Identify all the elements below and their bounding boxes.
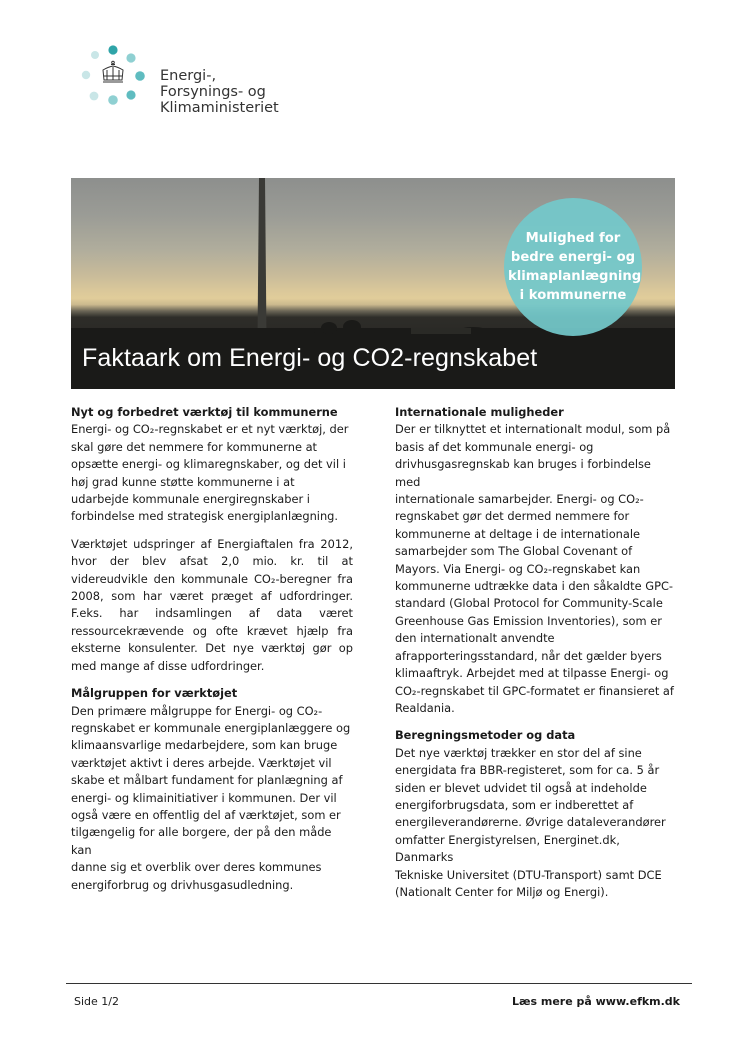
section-heading-target-group: Målgruppen for værktøjet <box>71 686 238 701</box>
website-link[interactable]: Læs mere på www.efkm.dk <box>511 995 680 1008</box>
ministry-name-line2: Forsynings- og <box>160 84 266 100</box>
badge-text: Mulighed for bedre energi- og klimaplanlægning i kommunerne <box>508 231 642 303</box>
left-column <box>71 404 353 894</box>
ministry-name-line1: Energi-, <box>160 68 217 84</box>
ministry-name-line3: Klimaministeriet <box>160 100 279 116</box>
crown-dots-icon <box>78 42 158 112</box>
section-heading-methods: Beregningsmetoder og data <box>395 728 576 743</box>
paragraph-target-group: Den primære målgruppe for Energi- og CO₂- regnskabet er kommunale energiplanlæggere og klimaansvarlige medarbejdere, som kan bruge værktøjet aktivt i deres arbejde. Værktøjet vil skabe et målbart fundament for planlægning af energi- og klimainitiativer i kommunen. Der vil også være en offentlig del af værktøjet, som er tilgængelig for alle borgere, der på den måde kan danne sig et overblik over deres kommunes energiforbrug og drivhusgasudledning. <box>71 703 351 892</box>
ministry-name <box>160 68 279 116</box>
section-heading-international: Internationale muligheder <box>395 405 564 419</box>
highlight-badge <box>504 198 642 336</box>
footer-divider <box>66 983 692 984</box>
hero-banner <box>71 178 675 389</box>
section-heading-new-tool: Nyt og forbedret værktøj til kommunerne <box>71 405 338 419</box>
paragraph-new-tool: Energi- og CO₂-regnskabet er et nyt værktøj, der skal gøre det nemmere for kommunerne at opsætte energi- og klimaregnskaber, og det vil i høj grad kunne støtte kommunerne i at udarbejde kommunale energiregnskaber i forbindelse med strategisk energiplanlægning. <box>71 422 349 524</box>
paragraph-methods: Det nye værktøj trækker en stor del af sine energidata fra BBR-registeret, som for ca. 5 år siden er blevet udvidet til også at indeholde energiforbrugsdata, som er indberettet af energileverandørerne. Øvrige dataleverandører omfatter Energistyrelsen, Energinet.dk, Danmarks Tekniske Universitet (DTU-Transport) samt DCE (Nationalt Center for Miljø og Energi). <box>395 745 666 899</box>
ministry-logo <box>78 42 298 124</box>
paragraph-background: Værktøjet udspringer af Energiaftalen fra 2012, hvor der blev afsat 2,0 mio. kr. til at videreudvikle den kommunale CO₂-beregner fra 2008, som har været præget af udfordringer. F.eks. har indsamlingen af data været ressourcekrævende og ofte krævet hjælp fra eksterne konsulenter. Det nye værktøj gør op med mange af disse udfordringer. <box>71 536 353 673</box>
right-column <box>395 404 677 901</box>
page-number: Side 1/2 <box>74 995 119 1008</box>
page-title: Faktaark om Energi- og CO2-regnskabet <box>82 344 538 372</box>
paragraph-international: Der er tilknyttet et internationalt modul, som på basis af det kommunale energi- og drivhusgasregnskab kan bruges i forbindelse med internationale samarbejder. Energi- og CO₂- regnskabet gør det dermed nemmere for kommunerne at deltage i de internationale samarbejder som The Global Covenant of Mayors. Via Energi- og CO₂-regnskabet kan kommunerne udtrække data i den såkaldte GPC- standard (Global Protocol for Community-Scale Greenhouse Gas Emission Inventories), som er den internationalt anvendte afrapporteringsstandard, når det gælder byers klimaaftryk. Arbejdet med at tilpasse Energi- og CO₂-regnskabet til GPC-formatet er finansieret af Realdania. <box>395 422 674 715</box>
